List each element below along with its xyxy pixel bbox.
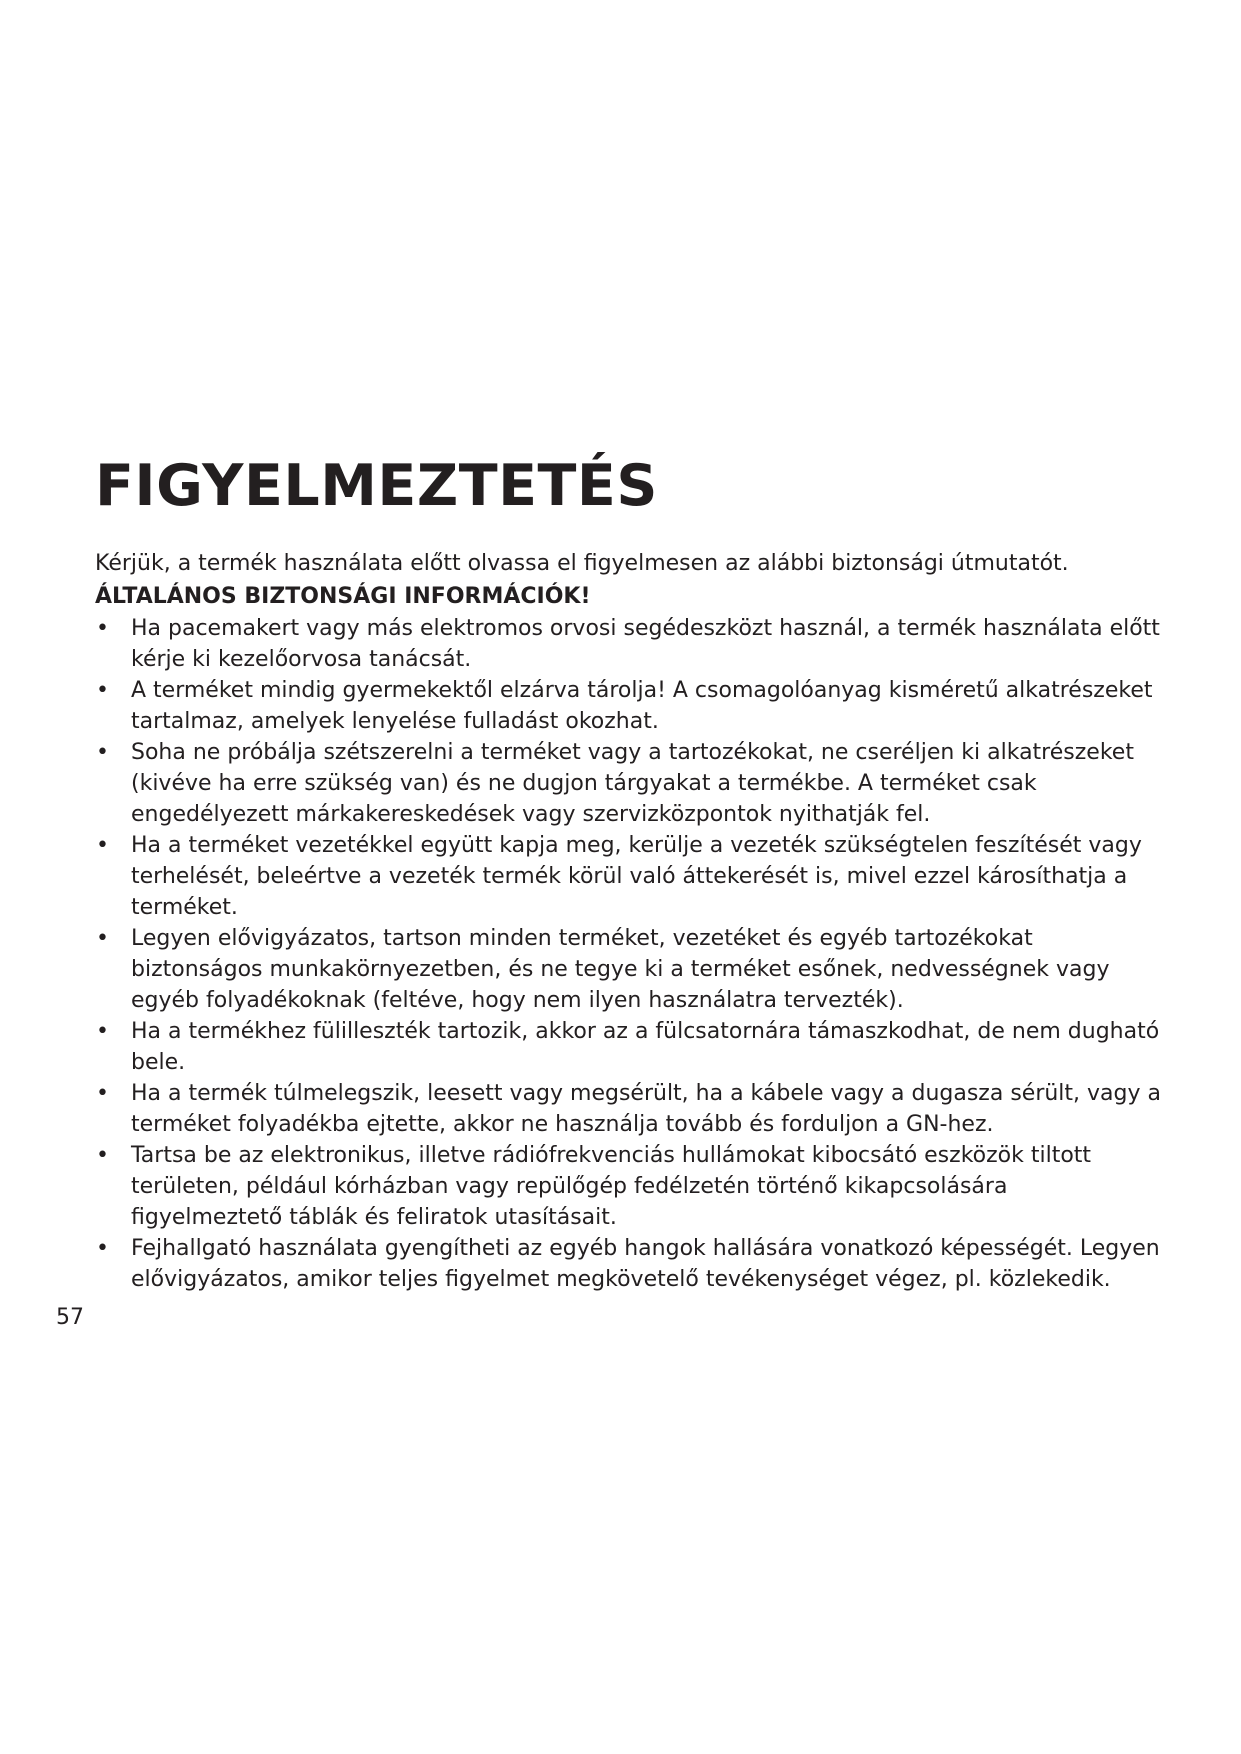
page-title: FIGYELMEZTETÉS — [95, 453, 658, 519]
list-item: • Ha a termékhez fülilleszték tartozik, akkor az a fülcsatornára támaszkodhat, de nem dugható bele. — [95, 1016, 1165, 1078]
list-item: • Fejhallgató használata gyengítheti az egyéb hangok hallására vonatkozó képességét. Legyen elővigyázatos, amikor teljes figyelmet megkövetelő tevékenységet végez, pl. közlekedik. — [95, 1233, 1165, 1295]
list-item: • Soha ne próbálja szétszerelni a terméket vagy a tartozékokat, ne cseréljen ki alkatrészeket (kivéve ha erre szükség van) és ne dugjon tárgyakat a termékbe. A terméket csak engedélyezett márkakereskedések vagy szervizközpontok nyithatják fel. — [95, 737, 1165, 830]
list-item: • A terméket mindig gyermekektől elzárva tárolja! A csomagolóanyag kisméretű alkatrészeket tartalmaz, amelyek lenyelése fulladást okozhat. — [95, 675, 1165, 737]
section-heading: ÁLTALÁNOS BIZTONSÁGI INFORMÁCIÓK! — [95, 584, 591, 609]
safety-list — [95, 613, 1165, 1295]
list-item: • Ha pacemakert vagy más elektromos orvosi segédeszközt használ, a termék használata előtt kérje ki kezelőorvosa tanácsát. — [95, 613, 1165, 675]
list-item: • Ha a terméket vezetékkel együtt kapja meg, kerülje a vezeték szükségtelen feszítését vagy terhelését, beleértve a vezeték termék körül való áttekerését is, mivel ezzel károsíthatja a terméket. — [95, 830, 1165, 923]
list-item: • Legyen elővigyázatos, tartson minden terméket, vezetéket és egyéb tartozékokat biztonságos munkakörnyezetben, és ne tegye ki a terméket esőnek, nedvességnek vagy egyéb folyadékoknak (feltéve, hogy nem ilyen használatra tervezték). — [95, 923, 1165, 1016]
document-body — [95, 452, 1165, 1295]
list-item: • Tartsa be az elektronikus, illetve rádiófrekvenciás hullámokat kibocsátó eszközök tiltott területen, például kórházban vagy repülőgép fedélzetén történő kikapcsolására figyelmeztető táblák és feliratok utasításait. — [95, 1140, 1165, 1233]
intro-text: Kérjük, a termék használata előtt olvassa el figyelmesen az alábbi biztonsági útmutatót. — [95, 551, 1069, 576]
page-number: 57 — [56, 1305, 84, 1330]
list-item: • Ha a termék túlmelegszik, leesett vagy megsérült, ha a kábele vagy a dugasza sérült, vagy a terméket folyadékba ejtette, akkor ne használja tovább és forduljon a GN-hez. — [95, 1078, 1165, 1140]
